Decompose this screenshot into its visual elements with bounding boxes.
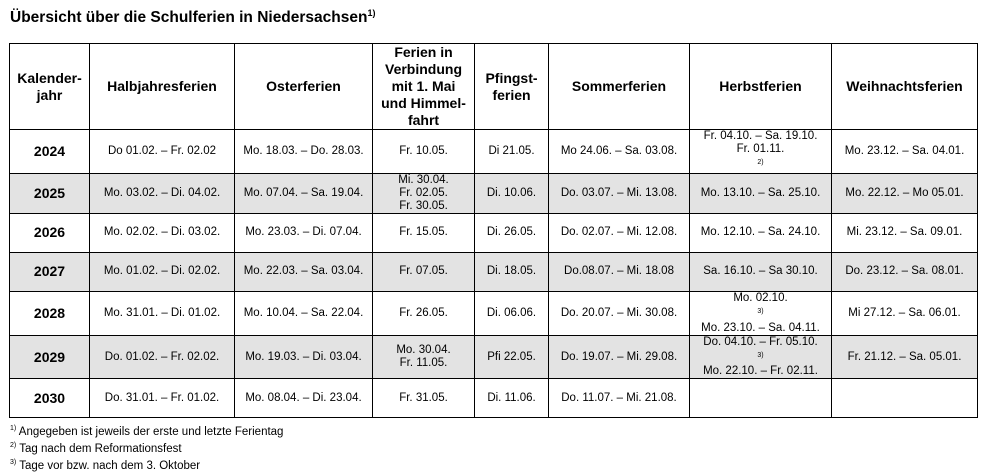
date-text: Fr. 26.05. <box>399 306 448 319</box>
date-text: Mo. 12.10. – Sa. 24.10. <box>700 226 821 239</box>
date-text: Mo. 23.12. – Sa. 04.01. <box>844 144 965 157</box>
date-cell <box>235 252 373 291</box>
footnote-marker: 3) <box>757 307 764 315</box>
date-text: Mo. 07.04. – Sa. 19.04. <box>243 186 364 199</box>
date-line <box>92 392 232 405</box>
date-cell <box>690 130 832 174</box>
column-header-line: Kalender- <box>17 69 82 86</box>
column-header <box>832 44 978 130</box>
date-line <box>692 365 829 378</box>
date-text: Fr. 01.11. <box>736 143 785 155</box>
date-cell <box>832 130 978 174</box>
footnote-marker: 3) <box>10 458 17 466</box>
date-cell <box>373 335 475 379</box>
date-text: Fr. 31.05. <box>399 391 448 404</box>
date-line <box>375 344 472 357</box>
footnotes <box>10 422 283 472</box>
date-line <box>92 226 232 239</box>
date-text: Fr. 21.12. – Sa. 05.01. <box>847 350 962 363</box>
year-cell: 2026 <box>10 213 90 252</box>
date-text: Mo. 22.12. – Mo 05.01. <box>845 186 964 199</box>
date-text: Do.08.07. – Mi. 18.08 <box>564 265 674 278</box>
date-text: Di 21.05. <box>488 144 535 157</box>
date-cell <box>690 213 832 252</box>
date-line <box>92 187 232 200</box>
date-line <box>237 307 370 320</box>
column-header-line: Herbstferien <box>719 78 802 94</box>
date-line <box>692 322 829 335</box>
date-cell <box>235 213 373 252</box>
date-cell <box>690 335 832 379</box>
footnote-marker: 3) <box>757 351 764 359</box>
date-line <box>692 130 829 143</box>
date-line <box>92 351 232 364</box>
date-text: Do. 19.07. – Mi. 29.08. <box>560 350 678 363</box>
date-cell <box>690 379 832 418</box>
date-text: Mo. 30.04. <box>396 344 451 357</box>
date-cell <box>90 252 235 291</box>
date-line <box>237 226 370 239</box>
date-text: Mo. 19.03. – Di. 03.04. <box>245 350 362 363</box>
date-line <box>237 392 370 405</box>
date-line <box>237 187 370 200</box>
date-text: Di. 10.06. <box>486 186 537 199</box>
date-text: Pfi 22.05. <box>487 350 536 363</box>
date-line <box>477 145 546 158</box>
date-cell <box>832 213 978 252</box>
column-header <box>475 44 549 130</box>
date-cell <box>475 173 549 213</box>
date-cell <box>832 173 978 213</box>
date-text: Mo. 03.02. – Di. 04.02. <box>103 186 221 199</box>
column-header-line: jahr <box>36 86 63 103</box>
date-text: Di. 26.05. <box>486 226 537 239</box>
footnote-marker: 2) <box>10 441 17 449</box>
date-line <box>375 392 472 405</box>
date-line <box>692 265 829 278</box>
date-text: Do. 01.02. – Fr. 02.02. <box>104 350 220 363</box>
date-text: Mo. 08.04. – Di. 23.04. <box>245 391 362 404</box>
date-text: Mo. 13.10. – Sa. 25.10. <box>700 186 821 199</box>
date-line <box>92 265 232 278</box>
date-text: Mo. 01.02. – Di. 02.02. <box>103 265 221 278</box>
footnote-text: Tag nach dem Reformationsfest <box>19 442 182 455</box>
column-header <box>373 44 475 130</box>
table-row <box>10 335 978 379</box>
date-cell <box>235 173 373 213</box>
date-line <box>375 187 472 200</box>
date-cell <box>90 213 235 252</box>
date-cell <box>235 130 373 174</box>
date-line <box>834 351 975 364</box>
date-cell <box>832 291 978 335</box>
column-header-line: Sommerferien <box>571 78 667 94</box>
column-header-line: Pfingst- <box>485 69 538 86</box>
date-line <box>477 226 546 239</box>
date-text: Fr. 10.05. <box>399 144 448 157</box>
date-text: Do. 04.10. – Fr. 05.10. <box>703 335 818 348</box>
date-cell <box>90 335 235 379</box>
date-text: Mo. 18.03. – Do. 28.03. <box>243 144 364 157</box>
date-cell <box>549 213 690 252</box>
column-header-line: mit 1. Mai <box>391 78 456 94</box>
date-line <box>477 265 546 278</box>
column-header-line: Weihnachtsferien <box>846 78 963 94</box>
date-text: Do. 02.07. – Mi. 12.08. <box>560 226 678 239</box>
date-line <box>237 265 370 278</box>
date-line <box>375 174 472 187</box>
column-header <box>10 44 90 130</box>
page-title-text: Übersicht über die Schulferien in Niedersachsen <box>10 9 368 27</box>
date-text: Fr. 07.05. <box>399 265 448 278</box>
date-text: Di. 11.06. <box>487 391 536 404</box>
date-cell <box>549 379 690 418</box>
year-cell: 2027 <box>10 252 90 291</box>
date-line <box>692 143 829 173</box>
date-line <box>692 336 829 349</box>
date-line <box>692 292 829 322</box>
date-line <box>834 265 975 278</box>
date-cell <box>690 291 832 335</box>
date-cell <box>832 252 978 291</box>
table-row <box>10 130 978 174</box>
date-text: Do. 03.07. – Mi. 13.08. <box>560 186 678 199</box>
page-title <box>10 8 375 27</box>
date-line <box>692 349 829 366</box>
footnote-marker: 2) <box>757 159 764 166</box>
table-row <box>10 252 978 291</box>
date-text: Fr. 15.05. <box>399 226 448 239</box>
date-cell <box>549 130 690 174</box>
date-text: Mi. 30.04. <box>398 173 449 186</box>
date-line <box>551 226 687 239</box>
date-text: Mo. 02.10. <box>733 291 788 304</box>
table-row <box>10 213 978 252</box>
date-line <box>551 145 687 158</box>
date-line <box>477 187 546 200</box>
date-cell <box>235 291 373 335</box>
date-text: Mo 24.06. – Sa. 03.08. <box>560 144 678 157</box>
date-cell <box>475 213 549 252</box>
table-header-row <box>10 44 978 130</box>
date-text: Fr. 02.05. <box>399 186 448 199</box>
column-header <box>549 44 690 130</box>
column-header-line: fahrt <box>407 112 440 128</box>
date-cell <box>475 379 549 418</box>
holiday-table <box>9 43 978 418</box>
date-line <box>375 145 472 158</box>
date-cell <box>549 173 690 213</box>
table-body <box>10 130 978 418</box>
date-text: Mo. 22.10. – Fr. 02.11. <box>703 365 818 378</box>
column-header <box>90 44 235 130</box>
footnote-text: Tage vor bzw. nach dem 3. Oktober <box>19 459 201 472</box>
footnote-text: Angegeben ist jeweils der erste und letzte Ferientag <box>18 425 284 438</box>
date-line <box>551 187 687 200</box>
date-line <box>477 392 546 405</box>
column-header-line: Osterferien <box>266 78 341 94</box>
date-cell <box>832 379 978 418</box>
date-cell <box>90 291 235 335</box>
date-line <box>92 145 232 158</box>
date-cell <box>373 252 475 291</box>
date-text: Di. 06.06. <box>486 306 537 319</box>
date-line <box>375 265 472 278</box>
footnote <box>10 439 283 456</box>
date-line <box>551 307 687 320</box>
date-line <box>834 145 975 158</box>
date-line <box>477 351 546 364</box>
date-text: Fr. 04.10. – Sa. 19.10. <box>703 130 818 142</box>
date-cell <box>373 173 475 213</box>
date-cell <box>373 213 475 252</box>
date-cell <box>549 291 690 335</box>
date-text: Mi 27.12. – Sa. 06.01. <box>848 306 961 319</box>
date-text: Mi. 23.12. – Sa. 09.01. <box>846 226 963 239</box>
year-cell: 2030 <box>10 379 90 418</box>
date-line <box>375 357 472 370</box>
date-text: Fr. 30.05. <box>399 199 448 212</box>
year-cell: 2025 <box>10 173 90 213</box>
column-header-line: Ferien in <box>394 44 453 60</box>
column-header-line: Verbindung <box>385 61 462 77</box>
footnote <box>10 422 283 439</box>
date-line <box>692 187 829 200</box>
date-text: Di. 18.05. <box>486 265 537 278</box>
date-cell <box>549 335 690 379</box>
date-text: Do. 31.01. – Fr. 01.02. <box>104 391 220 404</box>
date-line <box>375 307 472 320</box>
date-text: Mo. 22.03. – Sa. 03.04. <box>243 265 364 278</box>
date-line <box>237 351 370 364</box>
date-line <box>375 200 472 213</box>
date-line <box>237 145 370 158</box>
date-text: Sa. 16.10. – Sa 30.10. <box>703 265 818 278</box>
date-text: Mo. 23.10. – Sa. 04.11. <box>701 321 820 334</box>
date-text: Do. 11.07. – Mi. 21.08. <box>561 391 677 404</box>
date-line <box>834 226 975 239</box>
table-row <box>10 173 978 213</box>
date-line <box>375 226 472 239</box>
date-cell <box>235 379 373 418</box>
date-text: Do. 20.07. – Mi. 30.08. <box>560 306 678 319</box>
column-header-line: und Himmel- <box>381 95 466 111</box>
year-cell: 2024 <box>10 130 90 174</box>
date-line <box>551 392 687 405</box>
date-cell <box>475 130 549 174</box>
table-row <box>10 379 978 418</box>
date-cell <box>235 335 373 379</box>
date-cell <box>90 130 235 174</box>
date-text: Fr. 11.05. <box>399 357 448 370</box>
date-text: Do 01.02. – Fr. 02.02 <box>107 144 217 157</box>
column-header-line: ferien <box>492 86 531 103</box>
title-footnote-marker: 1) <box>367 8 376 18</box>
footnote <box>10 456 283 473</box>
date-cell <box>90 379 235 418</box>
date-cell <box>373 130 475 174</box>
date-line <box>834 187 975 200</box>
date-cell <box>373 291 475 335</box>
date-line <box>477 307 546 320</box>
column-header <box>235 44 373 130</box>
date-line <box>551 265 687 278</box>
date-cell <box>475 291 549 335</box>
date-cell <box>90 173 235 213</box>
date-cell <box>549 252 690 291</box>
date-text: Mo. 10.04. – Sa. 22.04. <box>243 306 364 319</box>
date-cell <box>832 335 978 379</box>
footnote-marker: 1) <box>10 425 17 432</box>
date-text: Mo. 31.01. – Di. 01.02. <box>103 306 221 319</box>
date-text: Do. 23.12. – Sa. 08.01. <box>845 265 964 278</box>
table-row <box>10 291 978 335</box>
date-cell <box>690 173 832 213</box>
date-cell <box>690 252 832 291</box>
date-cell <box>475 252 549 291</box>
date-line <box>92 307 232 320</box>
date-text: Mo. 02.02. – Di. 03.02. <box>103 226 221 239</box>
date-text: Mo. 23.03. – Di. 07.04. <box>245 226 362 239</box>
year-cell: 2028 <box>10 291 90 335</box>
date-line <box>692 226 829 239</box>
date-line <box>551 351 687 364</box>
date-line <box>834 307 975 320</box>
column-header-line: Halbjahresferien <box>107 78 217 94</box>
year-cell: 2029 <box>10 335 90 379</box>
date-cell <box>373 379 475 418</box>
column-header <box>690 44 832 130</box>
date-cell <box>475 335 549 379</box>
